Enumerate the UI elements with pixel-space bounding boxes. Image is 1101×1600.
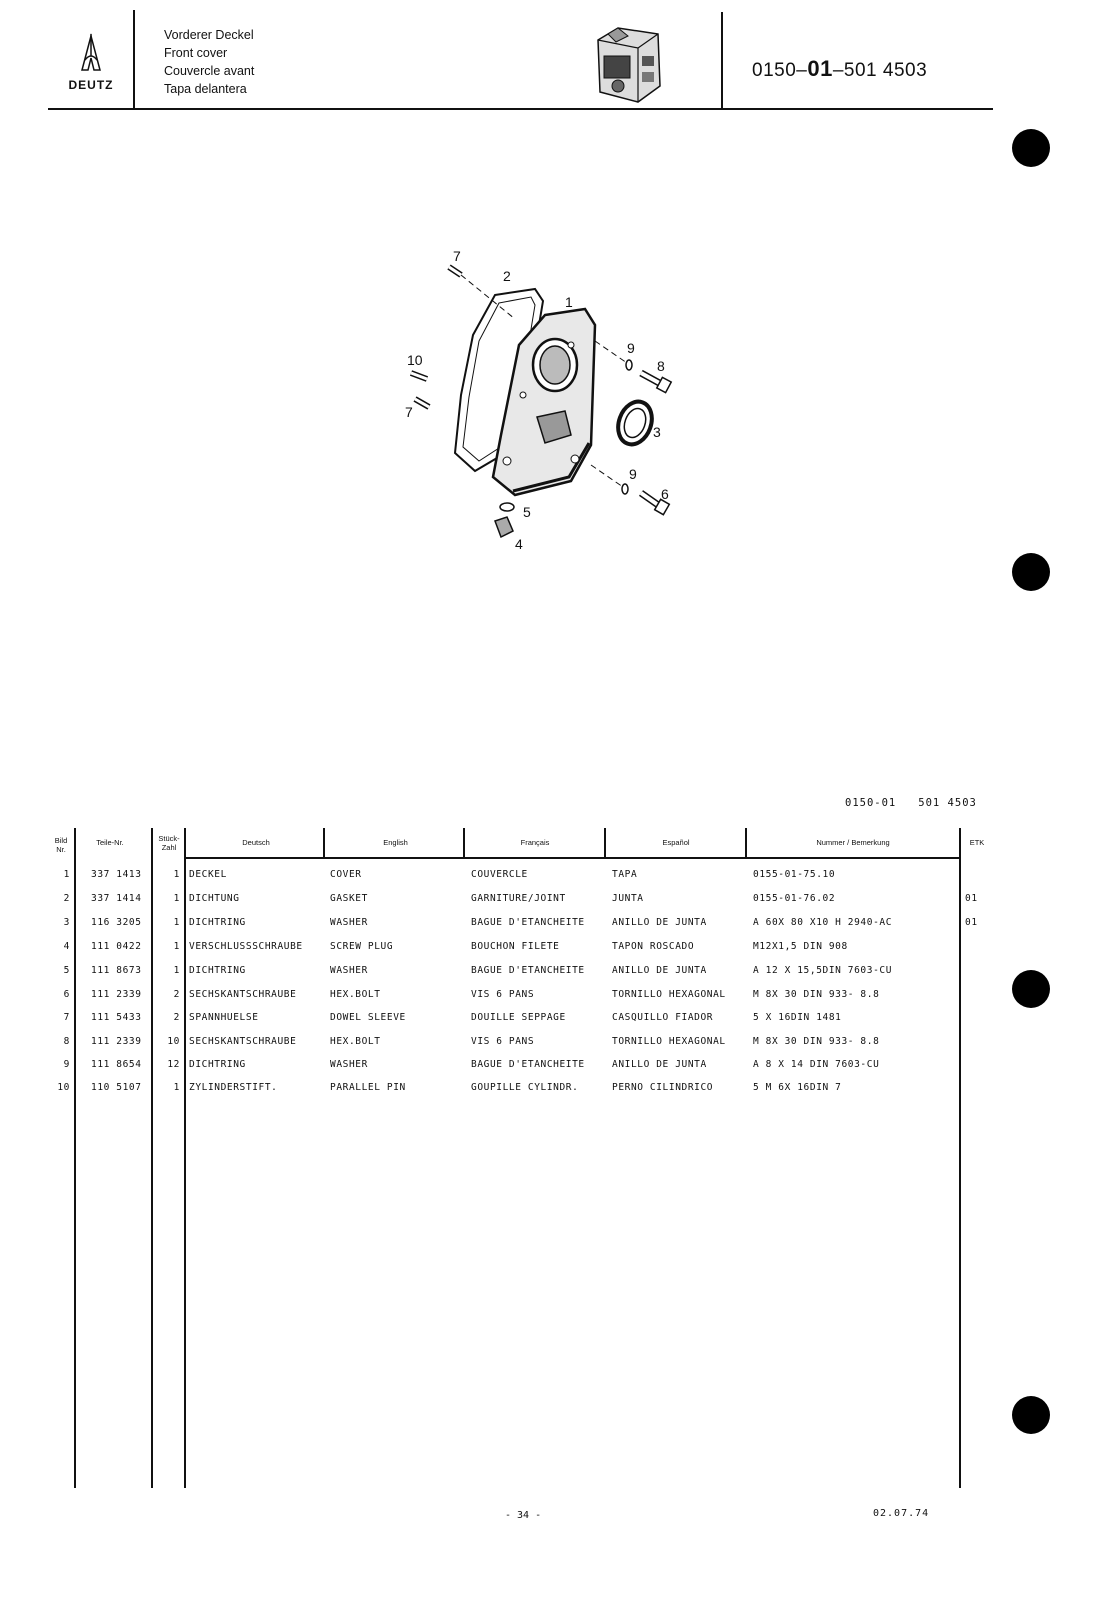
col-header-pos: Bild Nr. — [54, 836, 68, 854]
cell-part: 111 2339 — [91, 989, 142, 1000]
col-header-es: Español — [662, 838, 690, 847]
col-divider — [323, 828, 325, 858]
cell-qty: 2 — [173, 1012, 180, 1023]
cell-part: 337 1413 — [91, 869, 142, 880]
cell-es: CASQUILLO FIADOR — [612, 1012, 714, 1023]
cell-fr: BAGUE D'ETANCHEITE — [471, 1059, 585, 1070]
cell-de: DICHTUNG — [189, 893, 240, 904]
cell-en: WASHER — [330, 965, 368, 976]
binder-hole — [1012, 1396, 1050, 1434]
cell-note: A 12 X 15,5DIN 7603-CU — [753, 965, 893, 976]
title-es: Tapa delantera — [164, 82, 247, 96]
page-number: - 34 - — [505, 1510, 542, 1521]
cell-es: ANILLO DE JUNTA — [612, 1059, 707, 1070]
cell-etk: 01 — [965, 893, 978, 904]
cell-de: SECHSKANTSCHRAUBE — [189, 1036, 297, 1047]
cell-note: M12X1,5 DIN 908 — [753, 941, 848, 952]
cell-fr: VIS 6 PANS — [471, 989, 535, 1000]
cell-fr: DOUILLE SEPPAGE — [471, 1012, 566, 1023]
callout-8: 8 — [657, 358, 665, 374]
cell-pos: 2 — [63, 893, 70, 904]
cell-en: WASHER — [330, 917, 368, 928]
cell-fr: VIS 6 PANS — [471, 1036, 535, 1047]
table-row — [0, 1059, 1101, 1079]
cell-note: M 8X 30 DIN 933- 8.8 — [753, 989, 880, 1000]
cell-en: HEX.BOLT — [330, 1036, 381, 1047]
col-header-qty: Stück-Zahl — [158, 834, 180, 852]
cell-pos: 8 — [63, 1036, 70, 1047]
cell-en: PARALLEL PIN — [330, 1082, 406, 1093]
cell-en: SCREW PLUG — [330, 941, 394, 952]
cell-part: 111 2339 — [91, 1036, 142, 1047]
callout-7-top: 7 — [453, 248, 461, 264]
callout-5: 5 — [523, 504, 531, 520]
cell-qty: 12 — [167, 1059, 180, 1070]
cell-es: TORNILLO HEXAGONAL — [612, 1036, 726, 1047]
doc-group: 01 — [807, 56, 833, 81]
title-de: Vorderer Deckel — [164, 28, 254, 42]
cell-pos: 9 — [63, 1059, 70, 1070]
title-block — [164, 26, 254, 98]
col-divider — [745, 828, 747, 858]
binder-hole — [1012, 129, 1050, 167]
cell-part: 116 3205 — [91, 917, 142, 928]
cell-part: 111 8673 — [91, 965, 142, 976]
table-ref-number: 501 4503 — [918, 797, 977, 809]
col-divider — [604, 828, 606, 858]
cell-de: DICHTRING — [189, 965, 246, 976]
cell-etk: 01 — [965, 917, 978, 928]
cell-de: DECKEL — [189, 869, 227, 880]
cell-de: SPANNHUELSE — [189, 1012, 259, 1023]
table-ref-group: 0150-01 — [845, 797, 897, 809]
cell-es: TORNILLO HEXAGONAL — [612, 989, 726, 1000]
table-row — [0, 917, 1101, 937]
cell-part: 110 5107 — [91, 1082, 142, 1093]
cell-en: HEX.BOLT — [330, 989, 381, 1000]
col-divider — [463, 828, 465, 858]
cell-pos: 7 — [63, 1012, 70, 1023]
doc-prefix: 0150 — [752, 60, 797, 81]
cell-qty: 1 — [173, 965, 180, 976]
table-row — [0, 1012, 1101, 1032]
cell-fr: BAGUE D'ETANCHEITE — [471, 917, 585, 928]
cell-en: DOWEL SLEEVE — [330, 1012, 406, 1023]
brand-name: DEUTZ — [68, 78, 114, 92]
binder-hole — [1012, 553, 1050, 591]
col-header-part: Teile-Nr. — [96, 838, 124, 847]
cell-de: DICHTRING — [189, 917, 246, 928]
col-header-note: Nummer / Bemerkung — [816, 838, 890, 847]
callout-9-top: 9 — [627, 340, 635, 356]
cell-qty: 1 — [173, 1082, 180, 1093]
cell-note: 0155-01-75.10 — [753, 869, 836, 880]
cell-es: ANILLO DE JUNTA — [612, 917, 707, 928]
cell-note: 5 X 16DIN 1481 — [753, 1012, 842, 1023]
exploded-view-drawing — [395, 245, 695, 555]
print-date: 02.07.74 — [873, 1508, 930, 1519]
deutz-logo — [52, 30, 130, 92]
cell-fr: GOUPILLE CYLINDR. — [471, 1082, 579, 1093]
table-row — [0, 1082, 1101, 1102]
title-en: Front cover — [164, 46, 228, 60]
doc-suffix: 501 4503 — [843, 60, 928, 81]
callout-2: 2 — [503, 268, 511, 284]
callout-4: 4 — [515, 536, 523, 552]
cell-qty: 1 — [173, 941, 180, 952]
cell-pos: 5 — [63, 965, 70, 976]
title-fr: Couvercle avant — [164, 64, 255, 78]
table-row — [0, 893, 1101, 913]
cell-de: DICHTRING — [189, 1059, 246, 1070]
cell-de: ZYLINDERSTIFT. — [189, 1082, 278, 1093]
cell-qty: 2 — [173, 989, 180, 1000]
callout-1: 1 — [565, 294, 573, 310]
callout-3: 3 — [653, 424, 661, 440]
cell-pos: 6 — [63, 989, 70, 1000]
callout-10: 10 — [407, 352, 423, 368]
cell-part: 111 5433 — [91, 1012, 142, 1023]
deutz-emblem-icon — [52, 30, 130, 78]
cell-de: SECHSKANTSCHRAUBE — [189, 989, 297, 1000]
table-row — [0, 941, 1101, 961]
callout-9-bottom: 9 — [629, 466, 637, 482]
document-number: 0150–01–501 4503 — [752, 56, 928, 81]
header-underline — [185, 857, 960, 859]
cell-es: PERNO CILINDRICO — [612, 1082, 714, 1093]
callout-6: 6 — [661, 486, 669, 502]
cell-note: A 60X 80 X10 H 2940-AC — [753, 917, 893, 928]
cell-fr: BAGUE D'ETANCHEITE — [471, 965, 585, 976]
cell-part: 111 0422 — [91, 941, 142, 952]
cell-qty: 10 — [167, 1036, 180, 1047]
cell-en: COVER — [330, 869, 362, 880]
table-row — [0, 989, 1101, 1009]
cell-en: GASKET — [330, 893, 368, 904]
cell-note: M 8X 30 DIN 933- 8.8 — [753, 1036, 880, 1047]
cell-fr: BOUCHON FILETE — [471, 941, 560, 952]
header-divider-right — [721, 12, 723, 108]
col-header-etk: ETK — [969, 838, 985, 847]
front-cover-shape — [493, 309, 595, 495]
header-rule — [48, 108, 993, 110]
engine-thumbnail — [588, 16, 668, 108]
header-divider — [133, 10, 135, 108]
cell-de: VERSCHLUSSSCHRAUBE — [189, 941, 303, 952]
callout-7-bottom: 7 — [405, 404, 413, 420]
cell-es: TAPON ROSCADO — [612, 941, 695, 952]
cell-note: 5 M 6X 16DIN 7 — [753, 1082, 842, 1093]
col-header-fr: Français — [520, 838, 550, 847]
cell-qty: 1 — [173, 917, 180, 928]
cell-part: 111 8654 — [91, 1059, 142, 1070]
cell-qty: 1 — [173, 869, 180, 880]
cell-fr: COUVERCLE — [471, 869, 528, 880]
cell-part: 337 1414 — [91, 893, 142, 904]
cell-pos: 3 — [63, 917, 70, 928]
cell-pos: 10 — [57, 1082, 70, 1093]
cell-fr: GARNITURE/JOINT — [471, 893, 566, 904]
table-row — [0, 1036, 1101, 1056]
cell-pos: 4 — [63, 941, 70, 952]
col-header-en: English — [383, 838, 408, 847]
cell-en: WASHER — [330, 1059, 368, 1070]
cell-pos: 1 — [63, 869, 70, 880]
cell-es: JUNTA — [612, 893, 644, 904]
cell-qty: 1 — [173, 893, 180, 904]
col-header-de: Deutsch — [242, 838, 270, 847]
cell-note: 0155-01-76.02 — [753, 893, 836, 904]
cell-es: TAPA — [612, 869, 638, 880]
table-reference — [845, 797, 977, 809]
cell-note: A 8 X 14 DIN 7603-CU — [753, 1059, 880, 1070]
table-row — [0, 869, 1101, 889]
cell-es: ANILLO DE JUNTA — [612, 965, 707, 976]
table-row — [0, 965, 1101, 985]
